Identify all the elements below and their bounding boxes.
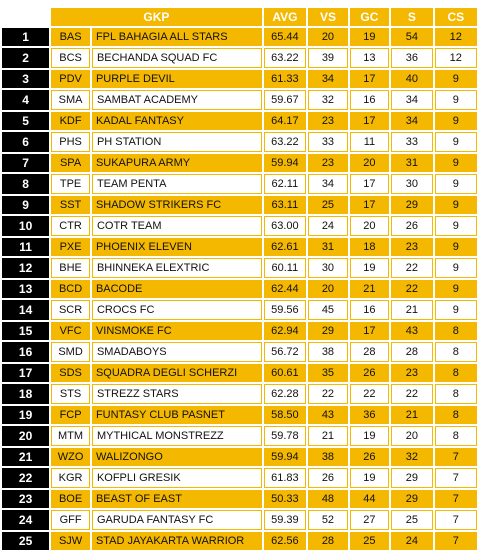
vs-value: 43	[308, 406, 347, 424]
gc-value: 11	[350, 132, 390, 152]
table-row	[2, 280, 477, 298]
rank-number: 22	[2, 468, 49, 488]
cs-value: 9	[435, 258, 477, 278]
avg-value: 64.17	[264, 112, 307, 130]
gc-value: 44	[350, 490, 390, 508]
vs-value: 29	[308, 322, 347, 340]
team-code: KDF	[51, 112, 90, 130]
team-name: STREZZ STARS	[92, 384, 262, 404]
table-row	[2, 300, 477, 320]
team-code: FCP	[51, 406, 90, 424]
gc-value: 27	[350, 510, 390, 530]
gc-value: 17	[350, 196, 390, 214]
rank-number: 2	[2, 48, 49, 68]
cs-value: 7	[435, 468, 477, 488]
gc-value: 28	[350, 342, 390, 362]
team-name: TEAM PENTA	[92, 174, 262, 194]
avg-value: 63.00	[264, 216, 307, 236]
table-row	[2, 322, 477, 340]
gc-value: 16	[350, 300, 390, 320]
avg-value: 59.39	[264, 510, 307, 530]
team-name: VINSMOKE FC	[92, 322, 262, 340]
table-row	[2, 384, 477, 404]
team-name: SHADOW STRIKERS FC	[92, 196, 262, 214]
vs-value: 35	[308, 364, 347, 382]
rank-number: 14	[2, 300, 49, 320]
rank-number: 16	[2, 342, 49, 362]
team-code: SCR	[51, 300, 90, 320]
s-value: 31	[391, 154, 432, 172]
team-code: SDS	[51, 364, 90, 382]
team-code: GFF	[51, 510, 90, 530]
cs-value: 9	[435, 90, 477, 110]
rank-number: 20	[2, 426, 49, 446]
gc-value: 21	[350, 280, 390, 298]
avg-value: 65.44	[264, 28, 307, 46]
s-value: 33	[391, 132, 432, 152]
rank-number: 5	[2, 112, 49, 130]
header-row	[2, 8, 477, 26]
vs-value: 34	[308, 70, 347, 88]
vs-value: 28	[308, 532, 347, 550]
vs-value: 30	[308, 258, 347, 278]
avg-value: 56.72	[264, 342, 307, 362]
gc-value: 17	[350, 70, 390, 88]
s-value: 24	[391, 532, 432, 550]
table-row	[2, 468, 477, 488]
team-name: PURPLE DEVIL	[92, 70, 262, 88]
avg-value: 63.22	[264, 48, 307, 68]
team-name: SAMBAT ACADEMY	[92, 90, 262, 110]
avg-value: 50.33	[264, 490, 307, 508]
team-code: SST	[51, 196, 90, 214]
header-s: S	[391, 8, 432, 26]
team-code: KGR	[51, 468, 90, 488]
gc-value: 18	[350, 238, 390, 256]
team-code: BAS	[51, 28, 90, 46]
vs-value: 26	[308, 468, 347, 488]
vs-value: 32	[308, 90, 347, 110]
vs-value: 39	[308, 48, 347, 68]
table-row	[2, 174, 477, 194]
cs-value: 9	[435, 70, 477, 88]
cs-value: 9	[435, 132, 477, 152]
team-code: PHS	[51, 132, 90, 152]
vs-value: 33	[308, 132, 347, 152]
table-row	[2, 70, 477, 88]
s-value: 21	[391, 300, 432, 320]
s-value: 40	[391, 70, 432, 88]
vs-value: 25	[308, 196, 347, 214]
header-gc: GC	[350, 8, 390, 26]
table-row	[2, 196, 477, 214]
cs-value: 8	[435, 426, 477, 446]
team-name: SMADABOYS	[92, 342, 262, 362]
table-row	[2, 154, 477, 172]
vs-value: 24	[308, 216, 347, 236]
rank-number: 19	[2, 406, 49, 424]
cs-value: 9	[435, 174, 477, 194]
gc-value: 16	[350, 90, 390, 110]
table-row	[2, 490, 477, 508]
table-row	[2, 406, 477, 424]
team-name: BEAST OF EAST	[92, 490, 262, 508]
team-name: GARUDA FANTASY FC	[92, 510, 262, 530]
vs-value: 20	[308, 28, 347, 46]
rank-number: 6	[2, 132, 49, 152]
rank-number: 4	[2, 90, 49, 110]
vs-value: 31	[308, 238, 347, 256]
table-row	[2, 532, 477, 550]
vs-value: 38	[308, 448, 347, 466]
table-row	[2, 258, 477, 278]
avg-value: 62.44	[264, 280, 307, 298]
rank-number: 23	[2, 490, 49, 508]
rank-number: 18	[2, 384, 49, 404]
avg-value: 59.78	[264, 426, 307, 446]
vs-value: 22	[308, 384, 347, 404]
rank-number: 8	[2, 174, 49, 194]
rank-number: 13	[2, 280, 49, 298]
gc-value: 19	[350, 258, 390, 278]
avg-value: 60.61	[264, 364, 307, 382]
cs-value: 7	[435, 490, 477, 508]
team-name: MYTHICAL MONSTREZZ	[92, 426, 262, 446]
cs-value: 8	[435, 364, 477, 382]
s-value: 34	[391, 90, 432, 110]
team-name: COTR TEAM	[92, 216, 262, 236]
cs-value: 9	[435, 280, 477, 298]
rank-number: 10	[2, 216, 49, 236]
vs-value: 45	[308, 300, 347, 320]
team-code: SMD	[51, 342, 90, 362]
team-name: FPL BAHAGIA ALL STARS	[92, 28, 262, 46]
team-name: BACODE	[92, 280, 262, 298]
team-name: WALIZONGO	[92, 448, 262, 466]
header-spacer	[2, 8, 49, 26]
table-row	[2, 28, 477, 46]
avg-value: 59.94	[264, 448, 307, 466]
gc-value: 19	[350, 426, 390, 446]
gc-value: 17	[350, 112, 390, 130]
team-code: VFC	[51, 322, 90, 340]
gc-value: 26	[350, 448, 390, 466]
rank-number: 11	[2, 238, 49, 256]
rank-number: 9	[2, 196, 49, 214]
header-cs: CS	[435, 8, 477, 26]
gc-value: 22	[350, 384, 390, 404]
header-avg: AVG	[264, 8, 307, 26]
avg-value: 61.83	[264, 468, 307, 488]
table-row	[2, 132, 477, 152]
vs-value: 20	[308, 280, 347, 298]
team-name: FUNTASY CLUB PASNET	[92, 406, 262, 424]
vs-value: 23	[308, 112, 347, 130]
s-value: 29	[391, 468, 432, 488]
rank-number: 24	[2, 510, 49, 530]
avg-value: 59.56	[264, 300, 307, 320]
avg-value: 62.56	[264, 532, 307, 550]
cs-value: 9	[435, 112, 477, 130]
cs-value: 9	[435, 216, 477, 236]
s-value: 29	[391, 196, 432, 214]
vs-value: 38	[308, 342, 347, 362]
gc-value: 26	[350, 364, 390, 382]
team-name: PHOENIX ELEVEN	[92, 238, 262, 256]
cs-value: 8	[435, 342, 477, 362]
table-row	[2, 448, 477, 466]
gkp-standings-table	[0, 6, 479, 552]
avg-value: 58.50	[264, 406, 307, 424]
s-value: 30	[391, 174, 432, 194]
table-row	[2, 364, 477, 382]
team-code: SMA	[51, 90, 90, 110]
avg-value: 63.11	[264, 196, 307, 214]
cs-value: 7	[435, 510, 477, 530]
avg-value: 60.11	[264, 258, 307, 278]
team-code: CTR	[51, 216, 90, 236]
vs-value: 52	[308, 510, 347, 530]
s-value: 29	[391, 490, 432, 508]
gc-value: 13	[350, 48, 390, 68]
s-value: 54	[391, 28, 432, 46]
team-code: BOE	[51, 490, 90, 508]
cs-value: 8	[435, 384, 477, 404]
avg-value: 62.61	[264, 238, 307, 256]
gc-value: 19	[350, 468, 390, 488]
table-row	[2, 112, 477, 130]
cs-value: 9	[435, 238, 477, 256]
avg-value: 59.67	[264, 90, 307, 110]
s-value: 25	[391, 510, 432, 530]
team-code: SPA	[51, 154, 90, 172]
vs-value: 34	[308, 174, 347, 194]
s-value: 36	[391, 48, 432, 68]
s-value: 22	[391, 258, 432, 278]
gc-value: 25	[350, 532, 390, 550]
team-name: BECHANDA SQUAD FC	[92, 48, 262, 68]
gc-value: 17	[350, 322, 390, 340]
team-code: PXE	[51, 238, 90, 256]
table-row	[2, 90, 477, 110]
rank-number: 3	[2, 70, 49, 88]
rank-number: 21	[2, 448, 49, 466]
s-value: 26	[391, 216, 432, 236]
avg-value: 59.94	[264, 154, 307, 172]
avg-value: 62.28	[264, 384, 307, 404]
s-value: 34	[391, 112, 432, 130]
cs-value: 7	[435, 532, 477, 550]
avg-value: 61.33	[264, 70, 307, 88]
cs-value: 9	[435, 300, 477, 320]
gc-value: 20	[350, 216, 390, 236]
cs-value: 12	[435, 48, 477, 68]
team-code: MTM	[51, 426, 90, 446]
team-code: TPE	[51, 174, 90, 194]
team-code: BHE	[51, 258, 90, 278]
vs-value: 21	[308, 426, 347, 446]
rank-number: 1	[2, 28, 49, 46]
team-name: CROCS FC	[92, 300, 262, 320]
cs-value: 7	[435, 448, 477, 466]
header-vs: VS	[308, 8, 347, 26]
table-row	[2, 238, 477, 256]
team-code: PDV	[51, 70, 90, 88]
rank-number: 7	[2, 154, 49, 172]
gc-value: 20	[350, 154, 390, 172]
table-row	[2, 48, 477, 68]
team-code: SJW	[51, 532, 90, 550]
team-code: WZO	[51, 448, 90, 466]
gc-value: 36	[350, 406, 390, 424]
team-name: KOFPLI GRESIK	[92, 468, 262, 488]
cs-value: 12	[435, 28, 477, 46]
s-value: 20	[391, 426, 432, 446]
team-name: SQUADRA DEGLI SCHERZI	[92, 364, 262, 382]
cs-value: 8	[435, 406, 477, 424]
team-name: BHINNEKA ELEXTRIC	[92, 258, 262, 278]
s-value: 22	[391, 280, 432, 298]
s-value: 21	[391, 406, 432, 424]
team-name: SUKAPURA ARMY	[92, 154, 262, 172]
avg-value: 62.11	[264, 174, 307, 194]
s-value: 32	[391, 448, 432, 466]
rank-number: 17	[2, 364, 49, 382]
vs-value: 48	[308, 490, 347, 508]
team-code: STS	[51, 384, 90, 404]
team-code: BCD	[51, 280, 90, 298]
s-value: 28	[391, 342, 432, 362]
table-row	[2, 342, 477, 362]
s-value: 43	[391, 322, 432, 340]
table-row	[2, 216, 477, 236]
gc-value: 19	[350, 28, 390, 46]
header-gkp: GKP	[51, 8, 261, 26]
rank-number: 25	[2, 532, 49, 550]
team-name: PH STATION	[92, 132, 262, 152]
table-row	[2, 426, 477, 446]
cs-value: 9	[435, 196, 477, 214]
avg-value: 63.22	[264, 132, 307, 152]
cs-value: 8	[435, 322, 477, 340]
rank-number: 15	[2, 322, 49, 340]
cs-value: 9	[435, 154, 477, 172]
rank-number: 12	[2, 258, 49, 278]
team-name: KADAL FANTASY	[92, 112, 262, 130]
s-value: 23	[391, 238, 432, 256]
vs-value: 23	[308, 154, 347, 172]
s-value: 23	[391, 364, 432, 382]
team-code: BCS	[51, 48, 90, 68]
avg-value: 62.94	[264, 322, 307, 340]
team-name: STAD JAYAKARTA WARRIOR	[92, 532, 262, 550]
s-value: 22	[391, 384, 432, 404]
gc-value: 17	[350, 174, 390, 194]
table-row	[2, 510, 477, 530]
